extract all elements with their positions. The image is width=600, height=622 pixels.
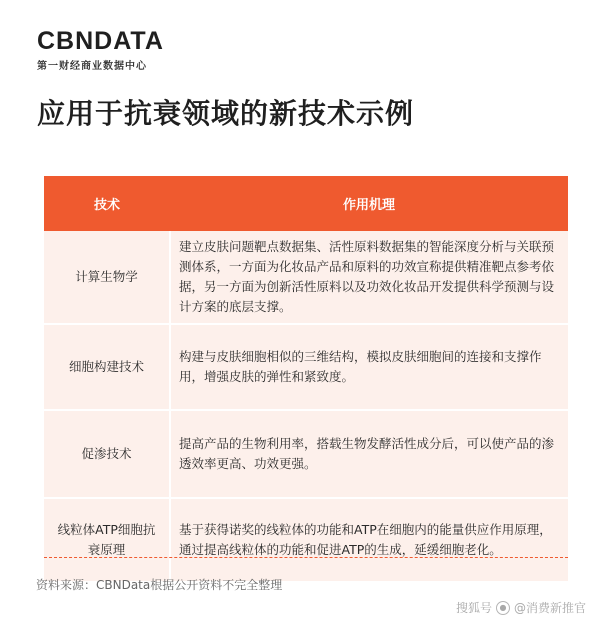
source-note: 资料来源：CBNData根据公开资料不完全整理 [36,578,283,592]
watermark-platform: 搜狐号 [455,601,492,615]
table-row [44,498,568,582]
logo-wordmark: CBNDATA [37,27,164,55]
table-bottom-divider [44,557,568,558]
mechanism-cell: 构建与皮肤细胞相似的三维结构，模拟皮肤细胞间的连接和支撑作用，增强皮肤的弹性和紧致度。 [170,324,568,410]
technology-cell: 线粒体ATP细胞抗衰原理 [44,498,170,582]
technology-cell: 计算生物学 [44,231,170,324]
technology-table [44,176,568,583]
brand-logo [37,28,164,72]
table-row [44,410,568,498]
technology-cell: 促渗技术 [44,410,170,498]
watermark-account: @消费新推官 [513,601,586,615]
technology-cell: 细胞构建技术 [44,324,170,410]
column-header-technology: 技术 [44,176,170,231]
logo-tagline: 第一财经商业数据中心 [37,61,147,72]
table-row [44,324,568,410]
page-title: 应用于抗衰领域的新技术示例 [37,97,415,130]
mechanism-cell: 建立皮肤问题靶点数据集、活性原料数据集的智能深度分析与关联预测体系，一方面为化妆品产品和原料的功效宣称提供精准靶点参考依据，另一方面为创新活性原料以及功效化妆品开发提供科学预测与设计方案的底层支撑。 [170,231,568,324]
mechanism-cell: 提高产品的生物利用率，搭载生物发酵活性成分后，可以使产品的渗透效率更高、功效更强。 [170,410,568,498]
column-header-mechanism: 作用机理 [170,176,568,231]
watermark [456,599,586,616]
table-row [44,231,568,324]
mechanism-cell: 基于获得诺奖的线粒体的功能和ATP在细胞内的能量供应作用原理，通过提高线粒体的功能和促进ATP的生成，延缓细胞老化。 [170,498,568,582]
table-header-row [44,176,568,231]
user-icon: ● [496,601,510,615]
